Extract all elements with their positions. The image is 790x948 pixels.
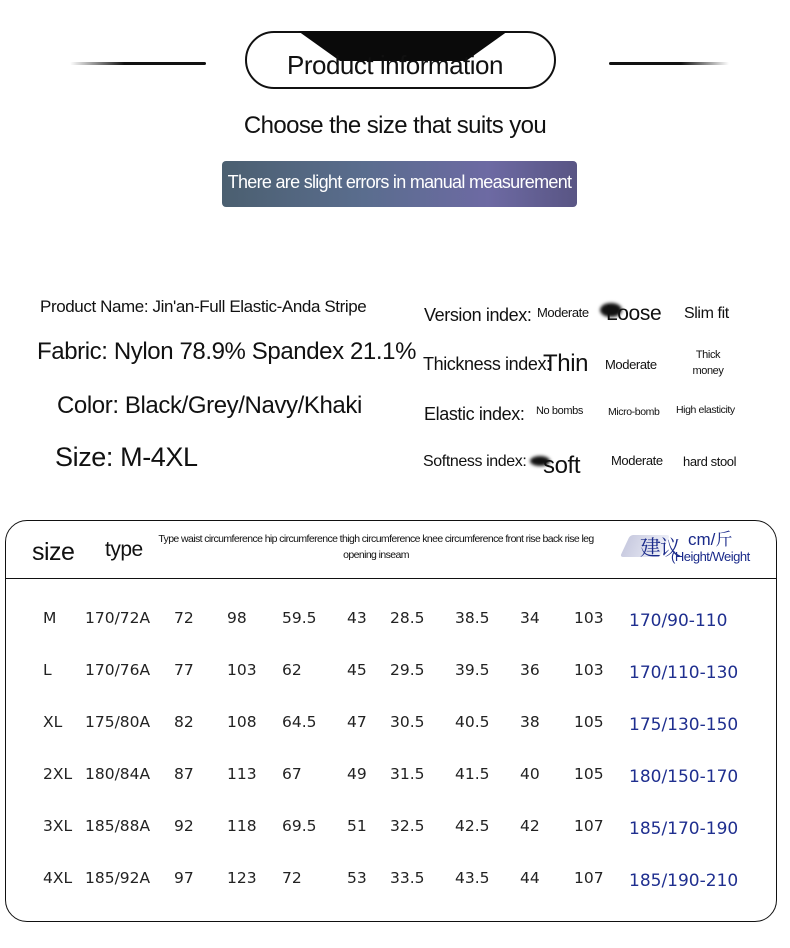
cell-hip: 118 — [227, 817, 257, 835]
cell-waist: 72 — [174, 609, 194, 627]
cell-knee: 53 — [347, 869, 367, 887]
cell-front-rise: 28.5 — [390, 609, 425, 627]
cell-type: 180/84A — [85, 765, 151, 783]
cell-back-rise: 43.5 — [455, 869, 490, 887]
cell-size: XL — [43, 713, 63, 731]
cell-waist: 92 — [174, 817, 194, 835]
cell-thigh: 62 — [282, 661, 302, 679]
version-option-loose: Loose — [606, 302, 662, 325]
table-row — [0, 817, 790, 847]
cell-front-rise: 32.5 — [390, 817, 425, 835]
col-type-header: type — [105, 538, 143, 561]
cell-leg-opening: 38 — [520, 713, 540, 731]
product-name: Product Name: Jin'an-Full Elastic-Anda Stripe — [40, 297, 367, 316]
cell-hip: 103 — [227, 661, 257, 679]
cell-thigh: 67 — [282, 765, 302, 783]
version-option-moderate: Moderate — [537, 305, 589, 320]
page-title: Product information — [287, 50, 503, 80]
cell-back-rise: 38.5 — [455, 609, 490, 627]
table-row — [0, 661, 790, 691]
recommend-label: 建议 — [640, 537, 680, 560]
cell-thigh: 64.5 — [282, 713, 317, 731]
cell-front-rise: 29.5 — [390, 661, 425, 679]
cell-type: 185/92A — [85, 869, 151, 887]
cell-recommend: 185/170-190 — [629, 819, 739, 839]
cell-knee: 47 — [347, 713, 367, 731]
softness-option-moderate: Moderate — [611, 453, 663, 468]
cell-size: 3XL — [43, 817, 73, 835]
elastic-option-micro-bomb: Micro-bomb — [608, 406, 660, 418]
thickness-option-thin: Thin — [543, 350, 589, 377]
cell-recommend: 185/190-210 — [629, 871, 739, 891]
cell-knee: 43 — [347, 609, 367, 627]
cell-back-rise: 40.5 — [455, 713, 490, 731]
cell-inseam: 103 — [574, 661, 604, 679]
cell-thigh: 72 — [282, 869, 302, 887]
cell-recommend: 170/110-130 — [629, 663, 739, 683]
cell-type: 170/72A — [85, 609, 151, 627]
elastic-option-no-bombs: No bombs — [536, 405, 583, 417]
table-row — [0, 869, 790, 899]
height-weight-label: (Height/Weight — [671, 549, 750, 564]
version-option-slim: Slim fit — [684, 305, 729, 322]
table-row — [0, 765, 790, 795]
cell-front-rise: 31.5 — [390, 765, 425, 783]
cell-hip: 98 — [227, 609, 247, 627]
cell-leg-opening: 36 — [520, 661, 540, 679]
cell-type: 185/88A — [85, 817, 151, 835]
cell-inseam: 105 — [574, 765, 604, 783]
cell-type: 175/80A — [85, 713, 151, 731]
cell-size: L — [43, 661, 52, 679]
softness-option-soft: soft — [543, 452, 581, 479]
softness-option-hard: hard stool — [683, 454, 737, 469]
cell-recommend: 170/90-110 — [629, 611, 728, 631]
cell-thigh: 59.5 — [282, 609, 317, 627]
measurement-note: There are slight errors in manual measurement — [227, 172, 572, 192]
cell-hip: 123 — [227, 869, 257, 887]
cell-hip: 108 — [227, 713, 257, 731]
cell-back-rise: 41.5 — [455, 765, 490, 783]
table-row — [0, 609, 790, 639]
table-row — [0, 713, 790, 743]
cell-thigh: 69.5 — [282, 817, 317, 835]
cell-knee: 51 — [347, 817, 367, 835]
thickness-option-moderate: Moderate — [605, 357, 657, 372]
product-size: Size: M-4XL — [55, 442, 198, 472]
cell-front-rise: 30.5 — [390, 713, 425, 731]
cell-waist: 97 — [174, 869, 194, 887]
cell-knee: 49 — [347, 765, 367, 783]
cell-type: 170/76A — [85, 661, 151, 679]
product-fabric: Fabric: Nylon 78.9% Spandex 21.1% — [37, 338, 417, 365]
measurement-columns-header: Type waist circumference hip circumference thigh circumference knee circumference front rise back rise leg opening inseam — [158, 533, 594, 561]
cell-back-rise: 39.5 — [455, 661, 490, 679]
cell-knee: 45 — [347, 661, 367, 679]
unit-label: cm/斤 — [688, 530, 733, 549]
cell-hip: 113 — [227, 765, 257, 783]
cell-size: M — [43, 609, 57, 627]
cell-size: 2XL — [43, 765, 73, 783]
product-color: Color: Black/Grey/Navy/Khaki — [57, 392, 362, 419]
cell-back-rise: 42.5 — [455, 817, 490, 835]
cell-leg-opening: 34 — [520, 609, 540, 627]
cell-recommend: 180/150-170 — [629, 767, 739, 787]
table-header-divider — [6, 578, 776, 579]
col-size-header: size — [32, 538, 75, 566]
cell-leg-opening: 40 — [520, 765, 540, 783]
thickness-option-thick: Thick money — [692, 349, 724, 377]
cell-front-rise: 33.5 — [390, 869, 425, 887]
cell-inseam: 107 — [574, 869, 604, 887]
softness-index-label: Softness index: — [423, 453, 527, 470]
cell-leg-opening: 44 — [520, 869, 540, 887]
cell-leg-opening: 42 — [520, 817, 540, 835]
cell-inseam: 107 — [574, 817, 604, 835]
cell-size: 4XL — [43, 869, 73, 887]
cell-inseam: 103 — [574, 609, 604, 627]
elastic-index-label: Elastic index: — [424, 404, 525, 424]
version-index-label: Version index: — [424, 305, 532, 325]
cell-waist: 77 — [174, 661, 194, 679]
thickness-index-label: Thickness index: — [423, 354, 551, 374]
elastic-option-high: High elasticity — [676, 404, 735, 416]
cell-waist: 87 — [174, 765, 194, 783]
cell-recommend: 175/130-150 — [629, 715, 739, 735]
cell-inseam: 105 — [574, 713, 604, 731]
cell-waist: 82 — [174, 713, 194, 731]
page-subtitle: Choose the size that suits you — [243, 112, 547, 139]
